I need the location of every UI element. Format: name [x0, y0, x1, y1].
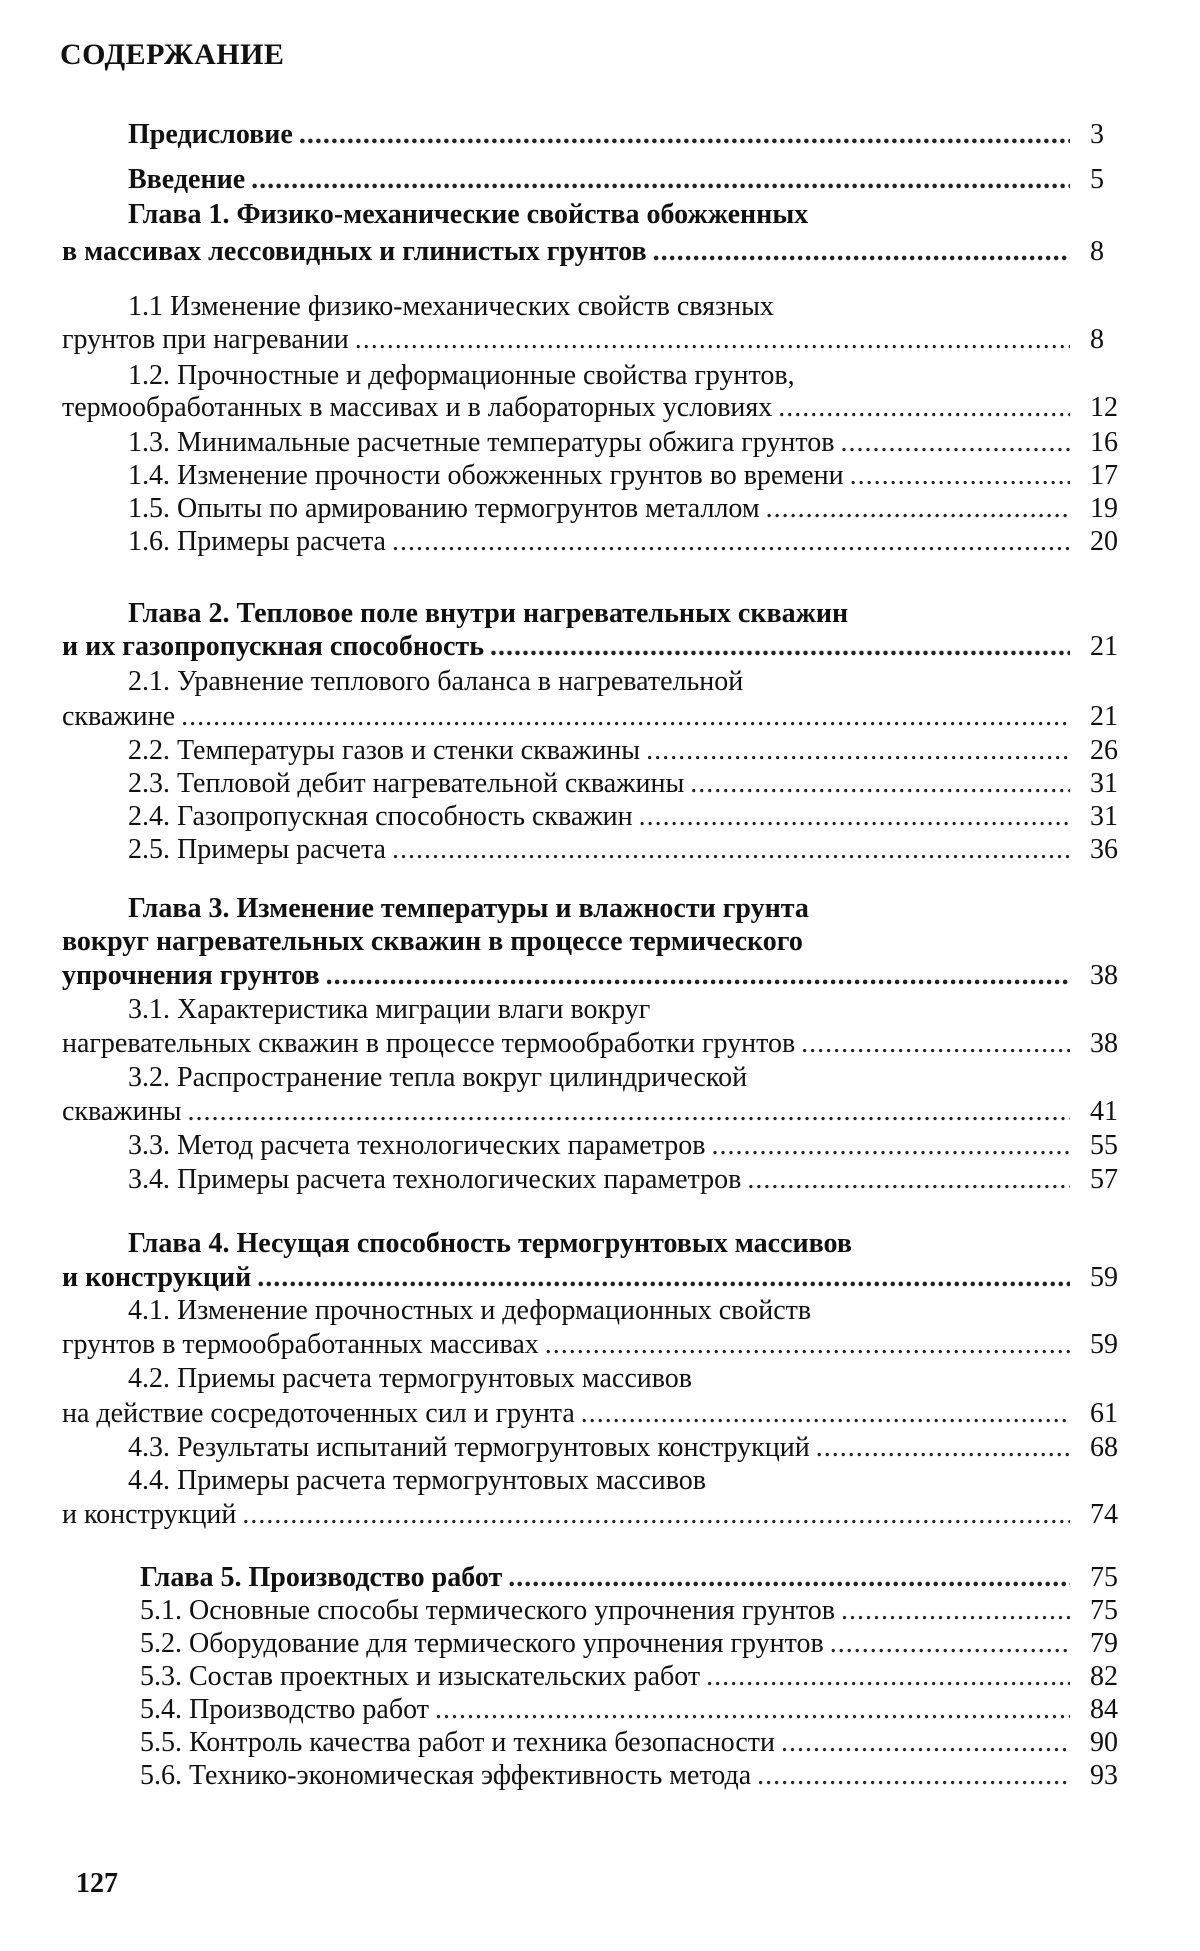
- toc-line: [0, 1627, 1200, 1661]
- toc-page-number: 68: [1090, 1432, 1118, 1463]
- toc-page-number: 26: [1090, 735, 1118, 766]
- toc-entry-text: 4.3. Результаты испытаний термогрунтовых конструкций: [128, 1432, 810, 1463]
- toc-line: [0, 1561, 1200, 1595]
- toc-line: [0, 391, 1200, 425]
- toc-entry-text: и их газопропускная способность: [62, 631, 484, 662]
- toc-entry-text: упрочнения грунтов: [62, 960, 320, 991]
- toc-line: [0, 800, 1200, 834]
- toc-line: [0, 1362, 1200, 1396]
- toc-line: [0, 1759, 1200, 1793]
- dot-leader: [392, 833, 1070, 867]
- dot-leader: [706, 1660, 1070, 1694]
- toc-entry-text: 5.4. Производство работ: [140, 1694, 429, 1725]
- toc-page-number: 12: [1090, 392, 1118, 423]
- dot-leader: [490, 630, 1070, 664]
- toc-line: [0, 1227, 1200, 1261]
- toc-page-number: 17: [1090, 460, 1118, 491]
- toc-entry-text: Глава 2. Тепловое поле внутри нагревательных скважин: [128, 598, 849, 629]
- toc-entry-text: в массивах лессовидных и глинистых грунтов: [62, 236, 647, 267]
- toc-entry-text: 4.2. Приемы расчета термогрунтовых массивов: [128, 1363, 692, 1394]
- toc-line: [0, 426, 1200, 460]
- dot-leader: [840, 426, 1070, 460]
- toc-line: [0, 1498, 1200, 1532]
- dot-leader: [690, 767, 1070, 801]
- toc-line: [0, 925, 1200, 959]
- dot-leader: [711, 1129, 1070, 1163]
- toc-page-number: 5: [1090, 164, 1104, 195]
- toc-entry-text: 2.3. Тепловой дебит нагревательной скважины: [128, 768, 685, 799]
- toc-line: [0, 290, 1200, 324]
- toc-page-number: 41: [1090, 1096, 1118, 1127]
- toc-entry-text: нагревательных скважин в процессе термообработки грунтов: [62, 1028, 796, 1059]
- toc-entry-text: 5.2. Оборудование для термического упрочнения грунтов: [140, 1628, 824, 1659]
- toc-entry-text: Введение: [128, 164, 246, 195]
- toc-line: [0, 767, 1200, 801]
- toc-line: [0, 323, 1200, 357]
- toc-line: [0, 833, 1200, 867]
- toc-entry-text: грунтов при нагревании: [62, 324, 349, 355]
- toc-entry-text: 4.1. Изменение прочностных и деформационных свойств: [128, 1295, 812, 1326]
- toc-page-number: 75: [1090, 1595, 1118, 1626]
- dot-leader: [392, 525, 1070, 559]
- toc-entry-text: на действие сосредоточенных сил и грунта: [62, 1398, 575, 1429]
- toc-line: [0, 1163, 1200, 1197]
- toc-page-number: 8: [1090, 324, 1104, 355]
- toc-page-number: 75: [1090, 1562, 1118, 1593]
- toc-line: [0, 1431, 1200, 1465]
- toc-entry-text: вокруг нагревательных скважин в процессе термического: [62, 926, 803, 957]
- toc-entry-text: 5.6. Технико-экономическая эффективность метода: [140, 1760, 752, 1791]
- toc-entry-text: 1.4. Изменение прочности обожженных грунтов во времени: [128, 460, 844, 491]
- toc-line: [0, 1027, 1200, 1061]
- toc-page-number: 59: [1090, 1262, 1118, 1293]
- dot-leader: [816, 1431, 1070, 1465]
- dot-leader: [830, 1627, 1070, 1661]
- toc-line: [0, 198, 1200, 232]
- page-title: СОДЕРЖАНИЕ: [60, 38, 285, 71]
- toc-entry-text: 2.1. Уравнение теплового баланса в нагревательной: [128, 666, 744, 697]
- toc-line: [0, 1095, 1200, 1129]
- toc-entry-text: 5.1. Основные способы термического упрочнения грунтов: [140, 1595, 836, 1626]
- toc-page-number: 31: [1090, 801, 1118, 832]
- toc-entry-text: и конструкций: [62, 1262, 252, 1293]
- toc-page-number: 20: [1090, 526, 1118, 557]
- toc-line: [0, 1464, 1200, 1498]
- toc-line: [0, 1726, 1200, 1760]
- toc-entry-text: скважины: [62, 1096, 182, 1127]
- toc-line: [0, 1061, 1200, 1095]
- toc-page-number: 38: [1090, 1028, 1118, 1059]
- dot-leader: [778, 391, 1070, 425]
- toc-line: [0, 1693, 1200, 1727]
- dot-leader: [639, 800, 1070, 834]
- toc-page-number: 16: [1090, 427, 1118, 458]
- toc-line: [0, 459, 1200, 493]
- toc-page-number: 82: [1090, 1661, 1118, 1692]
- toc-page-number: 74: [1090, 1499, 1118, 1530]
- toc-entry-text: 1.5. Опыты по армированию термогрунтов металлом: [128, 493, 760, 524]
- toc-entry-text: Глава 1. Физико-механические свойства обожженных: [128, 199, 809, 230]
- dot-leader: [581, 1397, 1070, 1431]
- toc-line: [0, 492, 1200, 526]
- dot-leader: [257, 1261, 1070, 1295]
- toc-entry-text: и конструкций: [62, 1499, 237, 1530]
- dot-leader: [545, 1328, 1070, 1362]
- toc-page-number: 90: [1090, 1727, 1118, 1758]
- dot-leader: [508, 1561, 1070, 1595]
- toc-entry-text: 3.1. Характеристика миграции влаги вокруг: [128, 994, 651, 1025]
- toc-entry-text: 1.3. Минимальные расчетные температуры обжига грунтов: [128, 427, 835, 458]
- toc-page-number: 55: [1090, 1130, 1118, 1161]
- toc-line: [0, 959, 1200, 993]
- toc-line: [0, 1594, 1200, 1628]
- toc-entry-text: грунтов в термообработанных массивах: [62, 1329, 539, 1360]
- dot-leader: [187, 1095, 1070, 1129]
- toc-line: [0, 630, 1200, 664]
- dot-leader: [747, 1163, 1070, 1197]
- toc-line: [0, 118, 1200, 152]
- toc-entry-text: 3.3. Метод расчета технологических параметров: [128, 1130, 706, 1161]
- dot-leader: [653, 235, 1070, 269]
- toc-line: [0, 1660, 1200, 1694]
- toc-line: [0, 892, 1200, 926]
- toc-line: [0, 993, 1200, 1027]
- toc-page-number: 61: [1090, 1398, 1118, 1429]
- toc-entry-text: 5.3. Состав проектных и изыскательских работ: [140, 1661, 701, 1692]
- toc-entry-text: 1.2. Прочностные и деформационные свойства грунтов,: [128, 360, 795, 391]
- toc-line: [0, 700, 1200, 734]
- toc-line: [0, 1261, 1200, 1295]
- toc-page-number: 3: [1090, 119, 1104, 150]
- toc-entry-text: скважине: [62, 701, 176, 732]
- toc-line: [0, 1294, 1200, 1328]
- toc-line: [0, 1129, 1200, 1163]
- toc-page-number: 79: [1090, 1628, 1118, 1659]
- toc-entry-text: 2.5. Примеры расчета: [128, 834, 386, 865]
- toc-page-number: 19: [1090, 493, 1118, 524]
- toc-entry-text: Предисловие: [128, 119, 293, 150]
- toc-page-number: 21: [1090, 701, 1118, 732]
- toc-page-number: 21: [1090, 631, 1118, 662]
- toc-page-number: 36: [1090, 834, 1118, 865]
- dot-leader: [326, 959, 1070, 993]
- toc-line: [0, 1328, 1200, 1362]
- toc-entry-text: Глава 5. Производство работ: [140, 1562, 503, 1593]
- toc-entry-text: 3.4. Примеры расчета технологических параметров: [128, 1164, 742, 1195]
- dot-leader: [757, 1759, 1070, 1793]
- dot-leader: [355, 323, 1070, 357]
- toc-line: [0, 665, 1200, 699]
- toc-page-number: 31: [1090, 768, 1118, 799]
- toc-entry-text: 1.6. Примеры расчета: [128, 526, 386, 557]
- dot-leader: [181, 700, 1070, 734]
- dot-leader: [781, 1726, 1070, 1760]
- toc-line: [0, 235, 1200, 269]
- toc-page-number: 57: [1090, 1164, 1118, 1195]
- toc-line: [0, 359, 1200, 393]
- toc-entry-text: 2.4. Газопропускная способность скважин: [128, 801, 633, 832]
- dot-leader: [766, 492, 1070, 526]
- toc-entry-text: Глава 4. Несущая способность термогрунтовых массивов: [128, 1228, 852, 1259]
- toc-entry-text: 5.5. Контроль качества работ и техника безопасности: [140, 1727, 775, 1758]
- toc-line: [0, 525, 1200, 559]
- toc-page-number: 59: [1090, 1329, 1118, 1360]
- page-number: 127: [76, 1868, 118, 1899]
- toc-line: [0, 734, 1200, 768]
- toc-line: [0, 1397, 1200, 1431]
- dot-leader: [242, 1498, 1070, 1532]
- dot-leader: [850, 459, 1070, 493]
- toc-page-number: 93: [1090, 1760, 1118, 1791]
- dot-leader: [251, 163, 1070, 197]
- dot-leader: [801, 1027, 1070, 1061]
- toc-page-number: 8: [1090, 236, 1104, 267]
- dot-leader: [435, 1693, 1070, 1727]
- toc-entry-text: 1.1 Изменение физико-механических свойств связных: [128, 291, 774, 322]
- toc-page-number: 84: [1090, 1694, 1118, 1725]
- dot-leader: [646, 734, 1070, 768]
- toc-line: [0, 163, 1200, 197]
- toc-entry-text: 2.2. Температуры газов и стенки скважины: [128, 735, 641, 766]
- toc-entry-text: Глава 3. Изменение температуры и влажности грунта: [128, 893, 809, 924]
- toc-entry-text: термообработанных в массивах и в лабораторных условиях: [62, 392, 773, 423]
- dot-leader: [841, 1594, 1070, 1628]
- toc-line: [0, 597, 1200, 631]
- toc-entry-text: 3.2. Распространение тепла вокруг цилиндрической: [128, 1062, 748, 1093]
- toc-page-number: 38: [1090, 960, 1118, 991]
- dot-leader: [299, 118, 1070, 152]
- toc-entry-text: 4.4. Примеры расчета термогрунтовых массивов: [128, 1465, 706, 1496]
